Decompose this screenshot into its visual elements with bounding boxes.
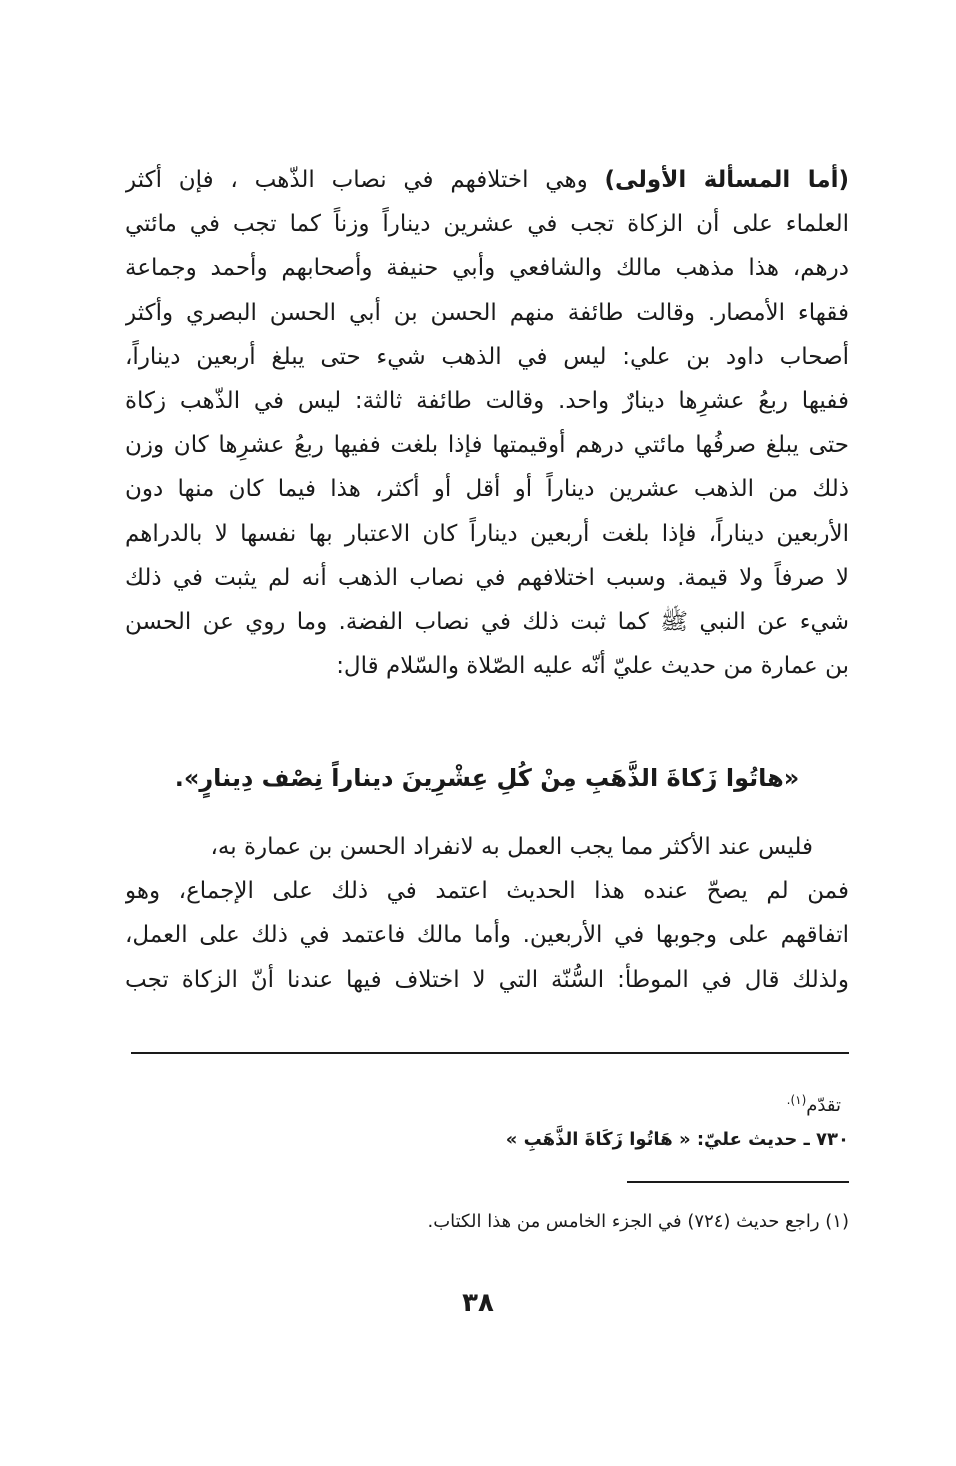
text-line: حتى يبلغ صرفُها مائتي درهم أوقيمتها فإذا بلغت ففيها ربعُ عشرِها كان وزن: [125, 432, 849, 459]
hadith-quote: «هاتُوا زَكاةَ الذَّهَبِ مِنْ كُلِ عِشْرِينَ ديناراً نِصْف دِينارٍ».: [174, 764, 800, 792]
page-number: ٣٨: [462, 1288, 494, 1318]
text-line: (أما المسألة الأولى) وهي اختلافهم في نصاب الذّهب ، فإن أكثر: [125, 167, 849, 193]
text-line: ذلك من الذهب عشرين ديناراً أو أقل أو أكثر، هذا فيما كان منها دون: [125, 476, 849, 503]
text-line: العلماء على أن الزكاة تجب في عشرين ديناراً وزناً كما تجب في مائتي: [125, 211, 849, 238]
commentary-line: تقدّم$^{(١).}$: [786, 1093, 841, 1116]
footnote-separator: [131, 1052, 849, 1054]
footnote-separator-short: [627, 1181, 849, 1183]
commentary-line: ٧٣٠ ـ حديث عليّ: « هَاتُوا زَكَاةَ الذَّهَبِ »: [505, 1129, 849, 1150]
commentary-notes: [400, 1083, 849, 1157]
text-line: لا صرفاً ولا قيمة. وسبب اختلافهم في نصاب الذهب أنه لم يثبت في ذلك: [125, 564, 849, 591]
text-line: شيء عن النبي ﷺ كما ثبت ذلك في نصاب الفضة. وما روي عن الحسن: [125, 608, 849, 635]
text-line: أصحاب داود بن علي: ليس في الذهب شيء حتى يبلغ أربعين ديناراً،: [125, 343, 849, 370]
text-line: اتفاقهم على وجوبها في الأربعين. وأما مالك فاعتمد في ذلك على العمل،: [125, 922, 849, 949]
footnote-line: (١) راجع حديث (٧٢٤) في الجزء الخامس من هذا الكتاب.: [427, 1211, 849, 1232]
paragraph-2: [125, 825, 849, 1002]
text-line: ولذلك قال في الموطأ: السُّنّة التي لا اختلاف فيها عندنا أنّ الزكاة تجب: [125, 966, 849, 993]
text-line: بن عمارة من حديث عليّ أنّه عليه الصّلاة والسّلام قال:: [336, 653, 849, 680]
text-line: فقهاء الأمصار. وقالت طائفة منهم الحسن بن أبي الحسن البصري وأكثر: [125, 299, 849, 326]
text-line: ففيها ربعُ عشرِها دينارٌ واحد. وقالت طائفة ثالثة: ليس في الذّهب زكاة: [125, 387, 849, 414]
text-line: فمن لم يصحّ عنده هذا الحديث اعتمد في ذلك على الإجماع، وهو: [125, 878, 849, 905]
text-line: درهم، هذا مذهب مالك والشافعي وأبي حنيفة وأصحابهم وأحمد وجماعة: [125, 255, 849, 282]
paragraph-1: [125, 158, 849, 688]
footnote-ref: (١).: [786, 1093, 807, 1107]
section-heading: (أما المسألة الأولى): [604, 167, 849, 193]
text-line: فليس عند الأكثر مما يجب العمل به لانفراد الحسن بن عمارة به،: [210, 834, 813, 860]
text-line: الأربعين ديناراً، فإذا بلغت أربعين ديناراً كان الاعتبار بها نفسها لا بالدراهم: [125, 520, 849, 547]
footnotes: [400, 1205, 849, 1239]
